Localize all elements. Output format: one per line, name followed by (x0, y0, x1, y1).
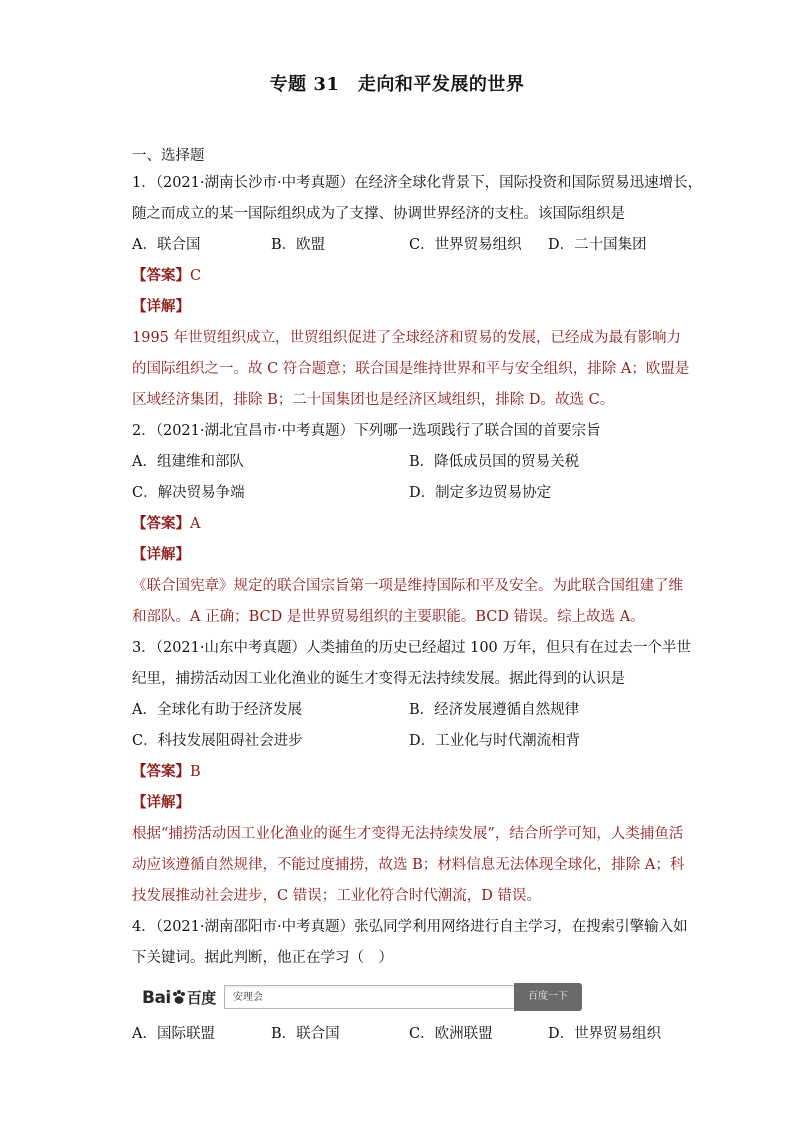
question-1-detail-label: 【详解】 (132, 298, 190, 315)
question-3-option-d: D．工业化与时代潮流相背 (409, 733, 581, 749)
question-3-line-1: 3．（2021·山东中考真题）人类捕鱼的历史已经超过 100 万年，但只有在过去一个半世 (132, 640, 691, 656)
question-4-option-b: B．联合国 (271, 1026, 340, 1042)
answer-value: C (190, 268, 202, 284)
question-2-detail-line-2: 和部队。A 正确；BCD 是世界贸易组织的主要职能。BCD 错误。综上故选 A。 (132, 609, 645, 625)
question-2-detail-line-1: 《联合国宪章》规定的联合国宗旨第一项是维持国际和平及安全。为此联合国组建了维 (132, 578, 683, 594)
question-1-line-1: 1．（2021·湖南长沙市·中考真题）在经济全球化背景下，国际投资和国际贸易迅速增长， (132, 175, 703, 191)
answer-label: 【答案】 (132, 515, 190, 532)
search-input[interactable]: 安理会 (224, 985, 514, 1009)
question-2-answer (132, 515, 200, 533)
paw-icon (171, 989, 187, 1005)
answer-label: 【答案】 (132, 763, 190, 780)
question-1-answer (132, 267, 201, 285)
question-1-option-d: D．二十国集团 (548, 237, 647, 253)
answer-value: B (190, 764, 201, 780)
question-4-line-1: 4．（2021·湖南邵阳市·中考真题）张弘同学利用网络进行自主学习，在搜索引擎输入如 (132, 919, 688, 935)
question-4-option-c: C．欧洲联盟 (409, 1026, 493, 1042)
baidu-logo (142, 986, 222, 1010)
question-2-option-b: B．降低成员国的贸易关税 (409, 454, 580, 470)
question-2-line-1: 2．（2021·湖北宜昌市·中考真题）下列哪一选项践行了联合国的首要宗旨 (132, 423, 601, 439)
question-2-option-c: C．解决贸易争端 (132, 485, 245, 501)
page-title: 专题 31 走向和平发展的世界 (269, 74, 525, 95)
baidu-search-bar-image (142, 983, 582, 1013)
question-3-option-c: C．科技发展阻碍社会进步 (132, 733, 303, 749)
question-1-line-2: 随之而成立的某一国际组织成为了支撑、协调世界经济的支柱。该国际组织是 (132, 206, 625, 222)
question-3-option-a: A．全球化有助于经济发展 (132, 702, 302, 718)
baidu-logo-chinese: 百度 (186, 989, 216, 1007)
section-heading: 一、选择题 (132, 148, 205, 164)
question-1-option-a: A．联合国 (132, 237, 201, 253)
question-1-detail-line-2: 的国际组织之一。故 C 符合题意；联合国是维持世界和平与安全组织，排除 A；欧盟是 (132, 361, 690, 377)
question-1-detail-line-3: 区域经济集团，排除 B；二十国集团也是经济区域组织，排除 D。故选 C。 (132, 392, 615, 408)
question-1-option-c: C．世界贸易组织 (409, 237, 522, 253)
question-3-answer (132, 763, 201, 781)
question-3-detail-line-2: 动应该遵循自然规律，不能过度捕捞，故选 B；材料信息无法体现全球化，排除 A；科 (132, 857, 685, 873)
question-3-detail-line-3: 技发展推动社会进步，C 错误；工业化符合时代潮流，D 错误。 (132, 888, 541, 904)
question-2-option-a: A．组建维和部队 (132, 454, 244, 470)
search-button[interactable]: 百度一下 (514, 983, 582, 1011)
question-2-option-d: D．制定多边贸易协定 (409, 485, 552, 501)
baidu-logo-text: Bai (142, 988, 171, 1008)
answer-value: A (190, 516, 201, 532)
question-3-detail-line-1: 根据“捕捞活动因工业化渔业的诞生才变得无法持续发展”，结合所学可知，人类捕鱼活 (132, 826, 684, 842)
question-3-line-2: 纪里，捕捞活动因工业化渔业的诞生才变得无法持续发展。据此得到的认识是 (132, 671, 625, 687)
question-1-detail-line-1: 1995 年世贸组织成立，世贸组织促进了全球经济和贸易的发展，已经成为最有影响力 (132, 330, 682, 346)
question-4-line-2: 下关键词。据此判断，他正在学习（ ） (132, 950, 393, 966)
question-4-option-a: A．国际联盟 (132, 1026, 215, 1042)
question-3-detail-label: 【详解】 (132, 794, 190, 811)
answer-label: 【答案】 (132, 267, 190, 284)
question-2-detail-label: 【详解】 (132, 546, 190, 563)
question-4-option-d: D．世界贸易组织 (548, 1026, 662, 1042)
question-1-option-b: B．欧盟 (271, 237, 326, 253)
question-3-option-b: B．经济发展遵循自然规律 (409, 702, 580, 718)
